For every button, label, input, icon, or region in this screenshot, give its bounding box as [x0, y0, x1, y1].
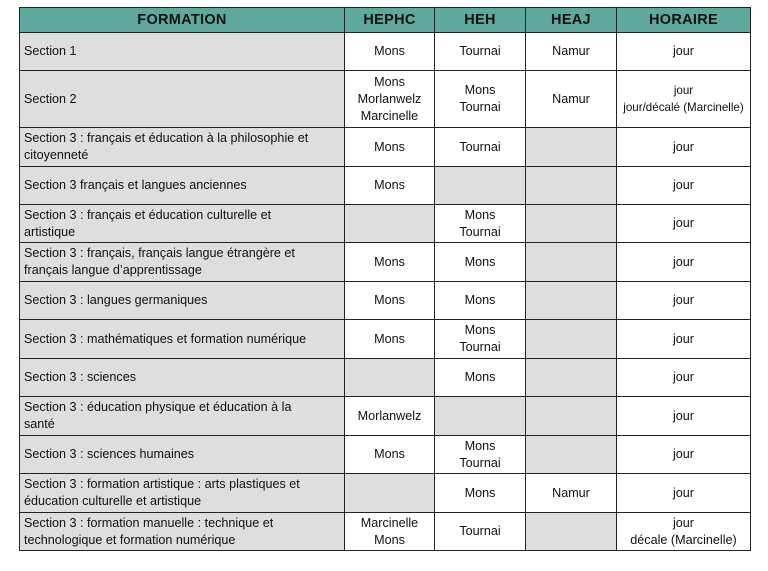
- cell-line: Tournai: [459, 340, 501, 354]
- cell-hephc: [345, 436, 435, 474]
- cell-horaire: [617, 167, 751, 205]
- cell-horaire: [617, 513, 751, 551]
- cell-heh: [435, 474, 526, 513]
- cell-line: jour: [673, 293, 694, 307]
- header-hephc: HEPHC: [345, 8, 435, 33]
- cell-line: français langue d’apprentissage: [24, 263, 202, 277]
- cell-heh: [435, 436, 526, 474]
- cell-horaire: [617, 359, 751, 397]
- cell-horaire: [617, 282, 751, 320]
- cell-line: jour: [673, 331, 694, 346]
- cell-heh: [435, 205, 526, 243]
- cell-line: jour: [673, 178, 694, 192]
- header-row: [20, 8, 751, 33]
- cell-line: Mons: [374, 44, 405, 58]
- cell-heaj: [526, 33, 617, 71]
- cell-horaire: [617, 71, 751, 128]
- cell-line: Mons: [464, 254, 496, 269]
- cell-heaj: [526, 474, 617, 513]
- cell-line: Section 3 : formation artistique : arts plastiques et: [24, 477, 300, 491]
- cell-line: Mons: [374, 139, 405, 154]
- table-row: [20, 359, 751, 397]
- cell-formation: [20, 167, 345, 205]
- cell-line: jour: [673, 216, 694, 230]
- cell-line: Mons: [464, 370, 496, 384]
- table-row: [20, 33, 751, 71]
- cell-line: technologique et formation numérique: [24, 532, 236, 547]
- cell-line: décale (Marcinelle): [630, 532, 737, 547]
- cell-line: Namur: [552, 485, 590, 500]
- cell-line: Section 3 français et langues anciennes: [24, 178, 247, 192]
- cell-heaj: [526, 359, 617, 397]
- table-row: [20, 243, 751, 282]
- cell-line: Section 3 : français et éducation à la philosophie et: [24, 131, 309, 145]
- cell-line: Section 3 : sciences: [24, 370, 137, 384]
- cell-line: Mons: [464, 485, 496, 500]
- table-row: [20, 320, 751, 359]
- table-row: [20, 474, 751, 513]
- header-heaj: HEAJ: [526, 8, 617, 33]
- formations-table: [19, 7, 751, 551]
- cell-line: Tournai: [459, 100, 501, 114]
- cell-line: Section 2: [24, 91, 77, 106]
- cell-line: jour: [673, 84, 694, 97]
- cell-hephc: [345, 282, 435, 320]
- cell-line: Mons: [464, 293, 496, 307]
- cell-line: Morlanwelz: [357, 408, 422, 423]
- cell-hephc: [345, 474, 435, 513]
- cell-line: Tournai: [459, 224, 501, 239]
- cell-horaire: [617, 436, 751, 474]
- table-row: [20, 397, 751, 436]
- cell-line: Tournai: [459, 139, 501, 154]
- cell-line: jour: [673, 254, 694, 269]
- cell-horaire: [617, 397, 751, 436]
- cell-heh: [435, 513, 526, 551]
- table-row: [20, 436, 751, 474]
- cell-line: citoyenneté: [24, 148, 89, 162]
- cell-line: Mons: [374, 331, 405, 346]
- cell-hephc: [345, 33, 435, 71]
- header-horaire: HORAIRE: [617, 8, 751, 33]
- cell-line: jour/décalé (Marcinelle): [623, 101, 744, 114]
- cell-line: Section 3 : français et éducation culturelle et: [24, 207, 272, 222]
- cell-line: Mons: [374, 532, 405, 547]
- cell-formation: [20, 513, 345, 551]
- cell-heaj: [526, 167, 617, 205]
- cell-heaj: [526, 205, 617, 243]
- cell-formation: [20, 474, 345, 513]
- cell-horaire: [617, 243, 751, 282]
- cell-line: Section 3 : formation manuelle : technique et: [24, 515, 274, 530]
- cell-line: Namur: [552, 91, 590, 106]
- cell-line: Tournai: [459, 455, 501, 470]
- cell-hephc: [345, 320, 435, 359]
- cell-line: Mons: [374, 447, 405, 461]
- cell-line: Namur: [552, 44, 590, 58]
- cell-horaire: [617, 474, 751, 513]
- cell-line: Mons: [464, 438, 496, 453]
- table-row: [20, 167, 751, 205]
- cell-horaire: [617, 205, 751, 243]
- cell-line: jour: [673, 44, 694, 58]
- cell-line: Mons: [464, 207, 496, 222]
- cell-line: Section 3 : langues germaniques: [24, 293, 208, 307]
- table-row: [20, 128, 751, 167]
- cell-formation: [20, 436, 345, 474]
- cell-line: santé: [24, 417, 55, 431]
- cell-hephc: [345, 71, 435, 128]
- cell-formation: [20, 71, 345, 128]
- cell-line: Section 3 : éducation physique et éducation à la: [24, 400, 292, 414]
- cell-line: Marcinelle: [360, 108, 419, 123]
- cell-formation: [20, 243, 345, 282]
- cell-heh: [435, 282, 526, 320]
- cell-horaire: [617, 33, 751, 71]
- cell-heaj: [526, 436, 617, 474]
- cell-line: Section 1: [24, 44, 77, 58]
- cell-hephc: [345, 167, 435, 205]
- cell-line: jour: [673, 485, 694, 500]
- cell-line: Mons: [464, 323, 496, 337]
- cell-line: Mons: [374, 74, 405, 89]
- cell-line: Morlanwelz: [357, 91, 422, 106]
- cell-heaj: [526, 282, 617, 320]
- cell-line: Mons: [464, 83, 496, 97]
- cell-line: Mons: [374, 293, 405, 307]
- cell-hephc: [345, 513, 435, 551]
- cell-line: Section 3 : mathématiques et formation numérique: [24, 331, 307, 346]
- cell-heaj: [526, 513, 617, 551]
- cell-heh: [435, 128, 526, 167]
- cell-line: jour: [673, 447, 694, 461]
- cell-line: Section 3 : français, français langue étrangère et: [24, 246, 295, 260]
- cell-heh: [435, 33, 526, 71]
- cell-hephc: [345, 128, 435, 167]
- cell-formation: [20, 282, 345, 320]
- cell-line: jour: [673, 139, 694, 154]
- table-row: [20, 282, 751, 320]
- cell-line: Tournai: [459, 44, 501, 58]
- cell-heaj: [526, 243, 617, 282]
- cell-line: Tournai: [459, 524, 501, 538]
- cell-formation: [20, 397, 345, 436]
- cell-heaj: [526, 320, 617, 359]
- cell-line: artistique: [24, 224, 76, 239]
- cell-heaj: [526, 128, 617, 167]
- cell-formation: [20, 33, 345, 71]
- cell-line: Mons: [374, 178, 405, 192]
- cell-formation: [20, 320, 345, 359]
- cell-hephc: [345, 243, 435, 282]
- cell-hephc: [345, 205, 435, 243]
- cell-line: jour: [673, 408, 694, 423]
- cell-line: jour: [673, 370, 694, 384]
- header-formation: FORMATION: [20, 8, 345, 33]
- cell-heh: [435, 243, 526, 282]
- cell-heh: [435, 71, 526, 128]
- cell-line: jour: [673, 515, 694, 530]
- cell-formation: [20, 359, 345, 397]
- cell-heh: [435, 320, 526, 359]
- cell-heh: [435, 359, 526, 397]
- table-body: [20, 33, 751, 551]
- cell-horaire: [617, 320, 751, 359]
- cell-line: éducation culturelle et artistique: [24, 494, 202, 508]
- cell-heaj: [526, 397, 617, 436]
- header-heh: HEH: [435, 8, 526, 33]
- cell-line: Mons: [374, 254, 405, 269]
- cell-heaj: [526, 71, 617, 128]
- table-row: [20, 513, 751, 551]
- cell-hephc: [345, 397, 435, 436]
- cell-hephc: [345, 359, 435, 397]
- cell-heh: [435, 397, 526, 436]
- table-row: [20, 71, 751, 128]
- cell-heh: [435, 167, 526, 205]
- cell-horaire: [617, 128, 751, 167]
- cell-formation: [20, 205, 345, 243]
- cell-line: Section 3 : sciences humaines: [24, 447, 195, 461]
- cell-formation: [20, 128, 345, 167]
- table-row: [20, 205, 751, 243]
- cell-line: Marcinelle: [360, 515, 419, 530]
